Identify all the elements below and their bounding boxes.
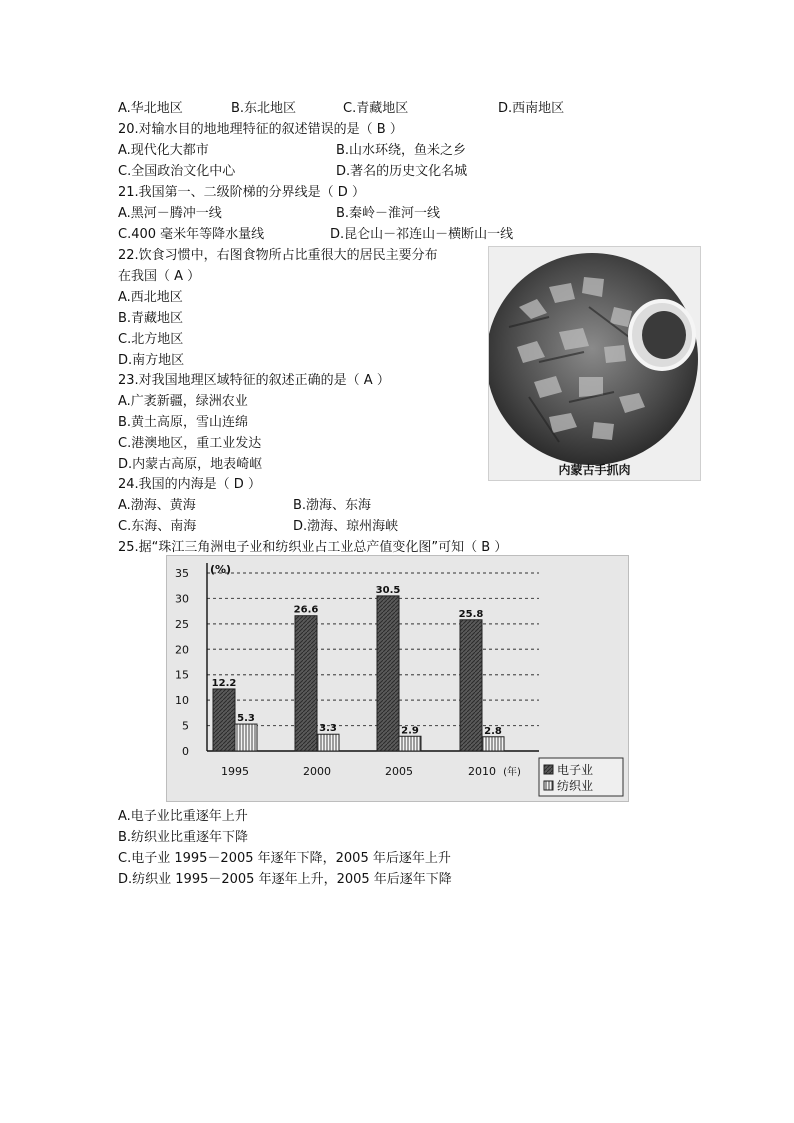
bar-textile [399,736,421,751]
bar-electronics [213,689,235,751]
y-tick-label: 35 [175,567,189,580]
q21-option-b: B.秦岭－淮河一线 [336,206,441,221]
data-label: 26.6 [293,604,319,616]
y-tick-label: 30 [175,592,189,606]
q23-option-c: C.港澳地区，重工业发达 [118,436,262,451]
q23-option-d: D.内蒙古高原，地表崎岖 [118,457,263,472]
q20-option-a: A.现代化大都市 [118,143,209,158]
q22-option-c: C.北方地区 [118,332,184,347]
q24-option-c: C.东海、南海 [118,519,197,534]
x-tick-label: 1995 [221,765,249,778]
legend-label: 电子业 [557,763,594,777]
food-photo-illustration [489,247,700,480]
bar-electronics [295,616,317,751]
q25-option-d: D.纺织业 1995－2005 年逐年上升，2005 年后逐年下降 [118,872,452,887]
q19-option-c: C.青藏地区 [343,101,409,116]
y-tick-label: 5 [182,719,189,733]
q19-option-d: D.西南地区 [498,101,565,116]
data-label: 30.5 [375,584,401,596]
q22-option-a: A.西北地区 [118,290,183,305]
food-photo-caption: 内蒙古手抓肉 [558,463,631,477]
q23-option-b: B.黄土高原，雪山连绵 [118,415,249,430]
legend-swatch [544,781,553,790]
data-label: 3.3 [319,723,337,735]
q22-stem-line2: 在我国（ A ） [118,269,201,284]
q21-option-d: D.昆仑山－祁连山－横断山一线 [330,227,514,242]
q22-option-b: B.青藏地区 [118,311,184,326]
q23-stem: 23.对我国地理区域特征的叙述正确的是（ A ） [118,373,390,388]
q19-option-b: B.东北地区 [231,101,297,116]
data-label: 12.2 [211,677,237,689]
q22-stem-line1: 22.饮食习惯中，右图食物所占比重很大的居民主要分布 [118,248,438,263]
q23-option-a: A.广袤新疆，绿洲农业 [118,394,248,409]
y-tick-label: 10 [175,694,189,708]
q25-option-b: B.纺织业比重逐年下降 [118,830,249,845]
bar-textile [482,737,504,751]
bar-textile [235,724,257,751]
q25-option-a: A.电子业比重逐年上升 [118,809,248,824]
q20-option-c: C.全国政治文化中心 [118,164,236,179]
q21-stem: 21.我国第一、二级阶梯的分界线是（ D ） [118,185,365,200]
legend-swatch [544,765,553,774]
bar-electronics [460,620,482,751]
q20-option-b: B.山水环绕，鱼米之乡 [336,143,467,158]
data-label: 25.8 [458,608,484,620]
q19-option-a: A.华北地区 [118,101,183,116]
y-axis-unit: (%) [210,563,232,576]
q25-stem: 25.据“珠江三角洲电子业和纺织业占工业总产值变化图”可知（ B ） [118,540,508,555]
q24-option-a: A.渤海、黄海 [118,498,196,513]
q20-stem: 20.对输水目的地地理特征的叙述错误的是（ B ） [118,122,403,137]
q24-option-b: B.渤海、东海 [293,498,372,513]
q24-option-d: D.渤海、琼州海峡 [293,519,399,534]
chart-svg [167,556,628,801]
q20-option-d: D.著名的历史文化名城 [336,164,468,179]
x-tick-label: 2010 [468,765,496,778]
x-tick-label: 2000 [303,765,331,778]
y-tick-label: 15 [175,668,189,682]
y-tick-label: 0 [182,745,189,758]
x-tick-label: 2005 [385,765,413,778]
data-label: 2.9 [401,725,419,737]
data-label: 5.3 [237,713,255,725]
q22-option-d: D.南方地区 [118,353,185,368]
legend-label: 纺织业 [557,779,594,793]
y-tick-label: 25 [175,617,189,631]
q21-option-c: C.400 毫米年等降水量线 [118,227,265,242]
bar-electronics [377,596,399,751]
food-photo [488,246,701,481]
q21-option-a: A.黑河－腾冲一线 [118,206,222,221]
data-label: 2.8 [484,725,502,737]
q25-option-c: C.电子业 1995－2005 年逐年下降，2005 年后逐年上升 [118,851,451,866]
bar-textile [317,734,339,751]
x-axis-unit: (年) [503,767,521,778]
industry-share-chart [166,555,629,802]
y-tick-label: 20 [175,643,189,657]
q24-stem: 24.我国的内海是（ D ） [118,477,261,492]
